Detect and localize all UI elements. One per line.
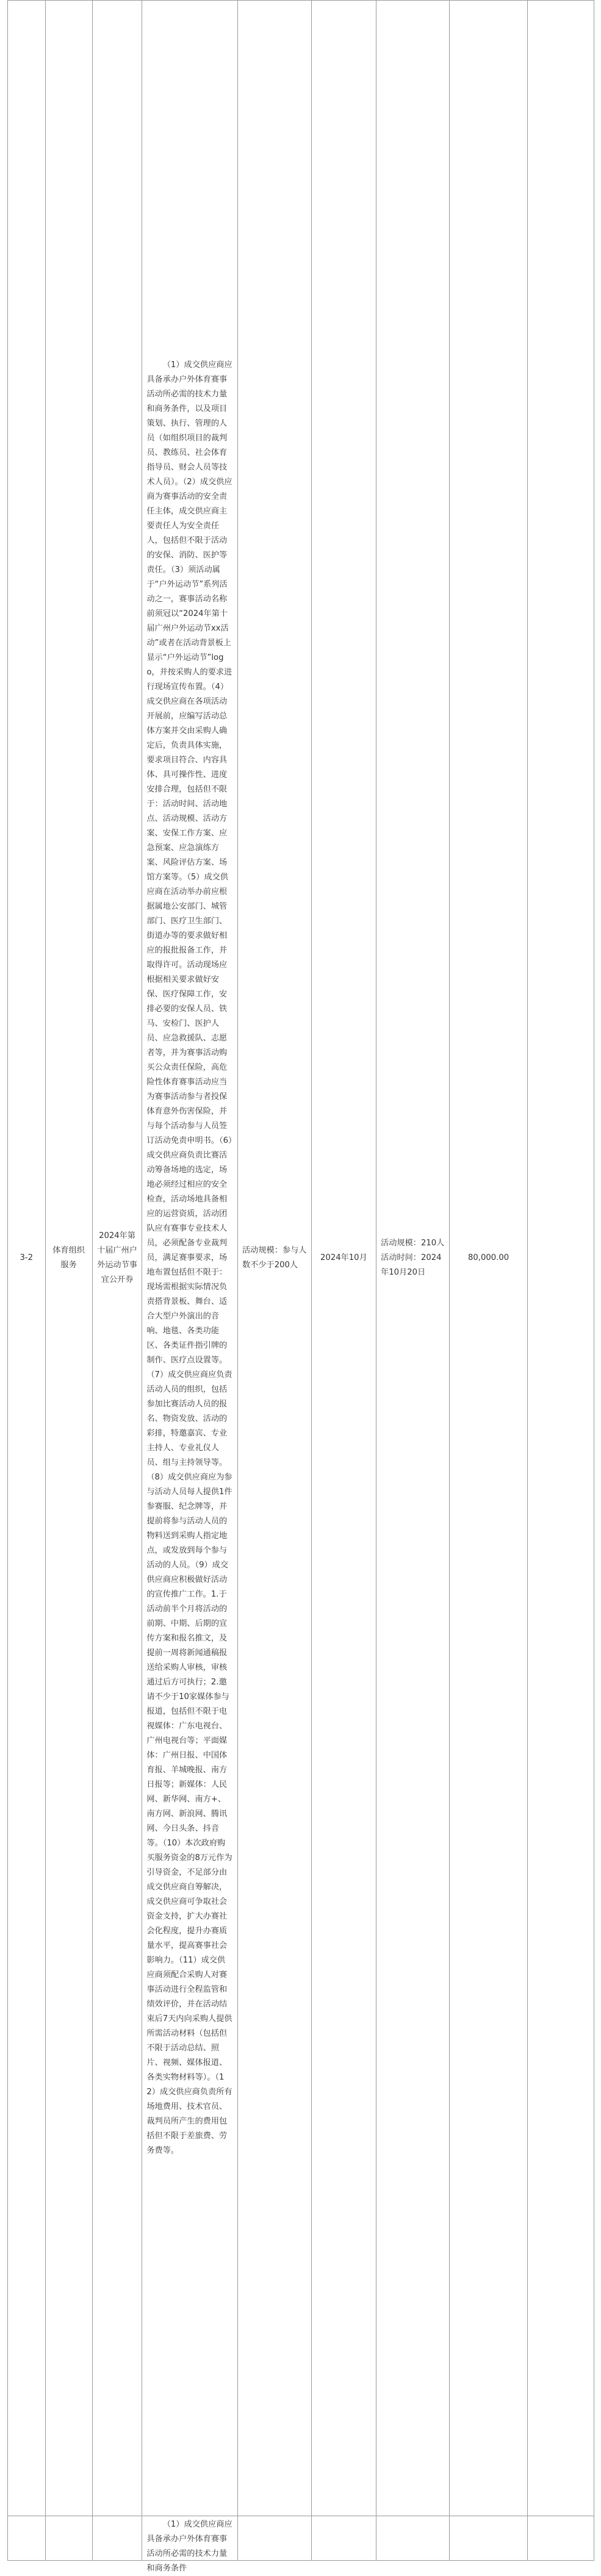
remarks-cell (528, 1, 594, 2516)
activity-details (376, 2516, 450, 2561)
table-row (8, 2516, 594, 2561)
activity-details: 活动规模：210人 活动时间：2024年10月20日 (376, 1, 450, 2516)
requirements-text: （1）成交供应商应具备承办户外体育赛事活动所必需的技术力量和商务条件 (146, 2520, 232, 2573)
procurement-table (7, 0, 594, 2573)
requirements-cell (142, 2516, 238, 2573)
project-name: 2024年第十届广州户外运动节事宜公开券 (92, 1, 142, 2516)
row-number (8, 2516, 46, 2561)
service-category: 体育组织服务 (45, 1, 92, 2516)
activity-time: 2024年10月 (311, 1, 376, 2516)
project-name (92, 2516, 142, 2561)
activity-time (311, 2516, 376, 2561)
amount: 80,000.00 (449, 1, 528, 2516)
requirements-text: （1）成交供应商应具备承办户外体育赛事活动所必需的技术力量和商务条件，以及项目策划、执行、管理的人员（如组织项目的裁判员、教练员、社会体育指导员、财会人员等技术人员）。（2）成交供应商为赛事活动的安全责任主体，成交供应商主要责任人为安全责任人，包括但不限于活动的安保、消防、医护等责任。（3）须活动属于“户外运动节”系列活动之一，赛事活动名称前须冠以“2024年第十届广州户外运动节xx活动”或者在活动背景板上显示“户外运动节”logo，并按采购人的要求进行现场宣传布置。（4）成交供应商在各项活动开展前，应编写活动总体方案并交由采购人确定后，负责具体实施，要求项目符合、内容具体、具可操作性、进度安排合理，包括但不限于：活动时间、活动地点、活动规模、活动方案、安保工作方案、应急预案、应急演练方案、风险评估方案、场馆方案等。（5）成交供应商在活动举办前应根据属地公安部门、城管部门、医疗卫生部门、街道办等的要求做好相应的报批报备工作，并取得许可。活动现场应根据相关要求做好安保、医疗保障工作，安排必要的安保人员、铁马、安检门、医护人员、应急救援队、志愿者等，并为赛事活动购买公众责任保险，高危险性体育赛事活动应当为赛事活动参与者投保体育意外伤害保险，并与每个活动参与人员签订活动免责申明书。（6）成交供应商负责比赛活动筹备场地的选定，场地必须经过相应的安全检查，活动场地具备相应的运营资质，活动团队应有赛事专业技术人员，必须配备专业裁判员，满足赛事要求，场地布置包括但不限于：现场需根据实际情况负责搭背景板、舞台、适合大型户外演出的音响、地毯、各类功能区、各类证件指引牌的制作、医疗点设置等。（7）成交供应商应负责活动人员的组织，包括参加比赛活动人员的报名、物资发放、活动的彩排，特邀嘉宾、专业主持人、专业礼仪人员、组与主持领导等。（8）成交供应商应为参与活动人员每人提供1件参赛服、纪念牌等，并提前将参与活动人员的物料送到采购人指定地点，或发放到每个参与活动的人员。（9）成交供应商应积极做好活动的宣传推广工作。1.于活动前半个月将活动的前期、中期、后期的宣传方案和报名推文，及提前一周将新闻通稿报送给采购人审核，审核通过后方可执行；2.邀请不少于10家媒体参与报道，包括但不限于电视媒体：广东电视台、广州电视台等；平面媒体：广州日报、中国体育报、羊城晚报、南方日报等；新媒体：人民网、新华网、南方+、南方网、新浪网、腾讯网、今日头条、抖音等。（10）本次政府购买服务资金的8万元作为引导资金，不足部分由成交供应商自筹解决，成交供应商可争取社会资金支持，扩大办赛社会化程度，提升办赛质量水平，提高赛事社会影响力。（11）成交供应商须配合采购人对赛事活动进行全程监管和绩效评价，并在活动结束后7天内向采购人提供所需活动材料（包括但不限于活动总结、照片、视频、媒体报道、各类实物材料等）。（12）成交供应商负责所有场地费用、技术官员、裁判员所产生的费用包括但不限于差旅费、劳务费等。 (146, 360, 232, 2155)
remarks-cell (528, 2516, 594, 2561)
activity-scale (237, 2516, 311, 2561)
requirements-cell (142, 1, 238, 2516)
activity-scale: 活动规模：参与人数不少于200人 (237, 1, 311, 2516)
row-number: 3-2 (8, 1, 46, 2516)
table-row (8, 1, 594, 2516)
service-category (45, 2516, 92, 2561)
amount (449, 2516, 528, 2561)
